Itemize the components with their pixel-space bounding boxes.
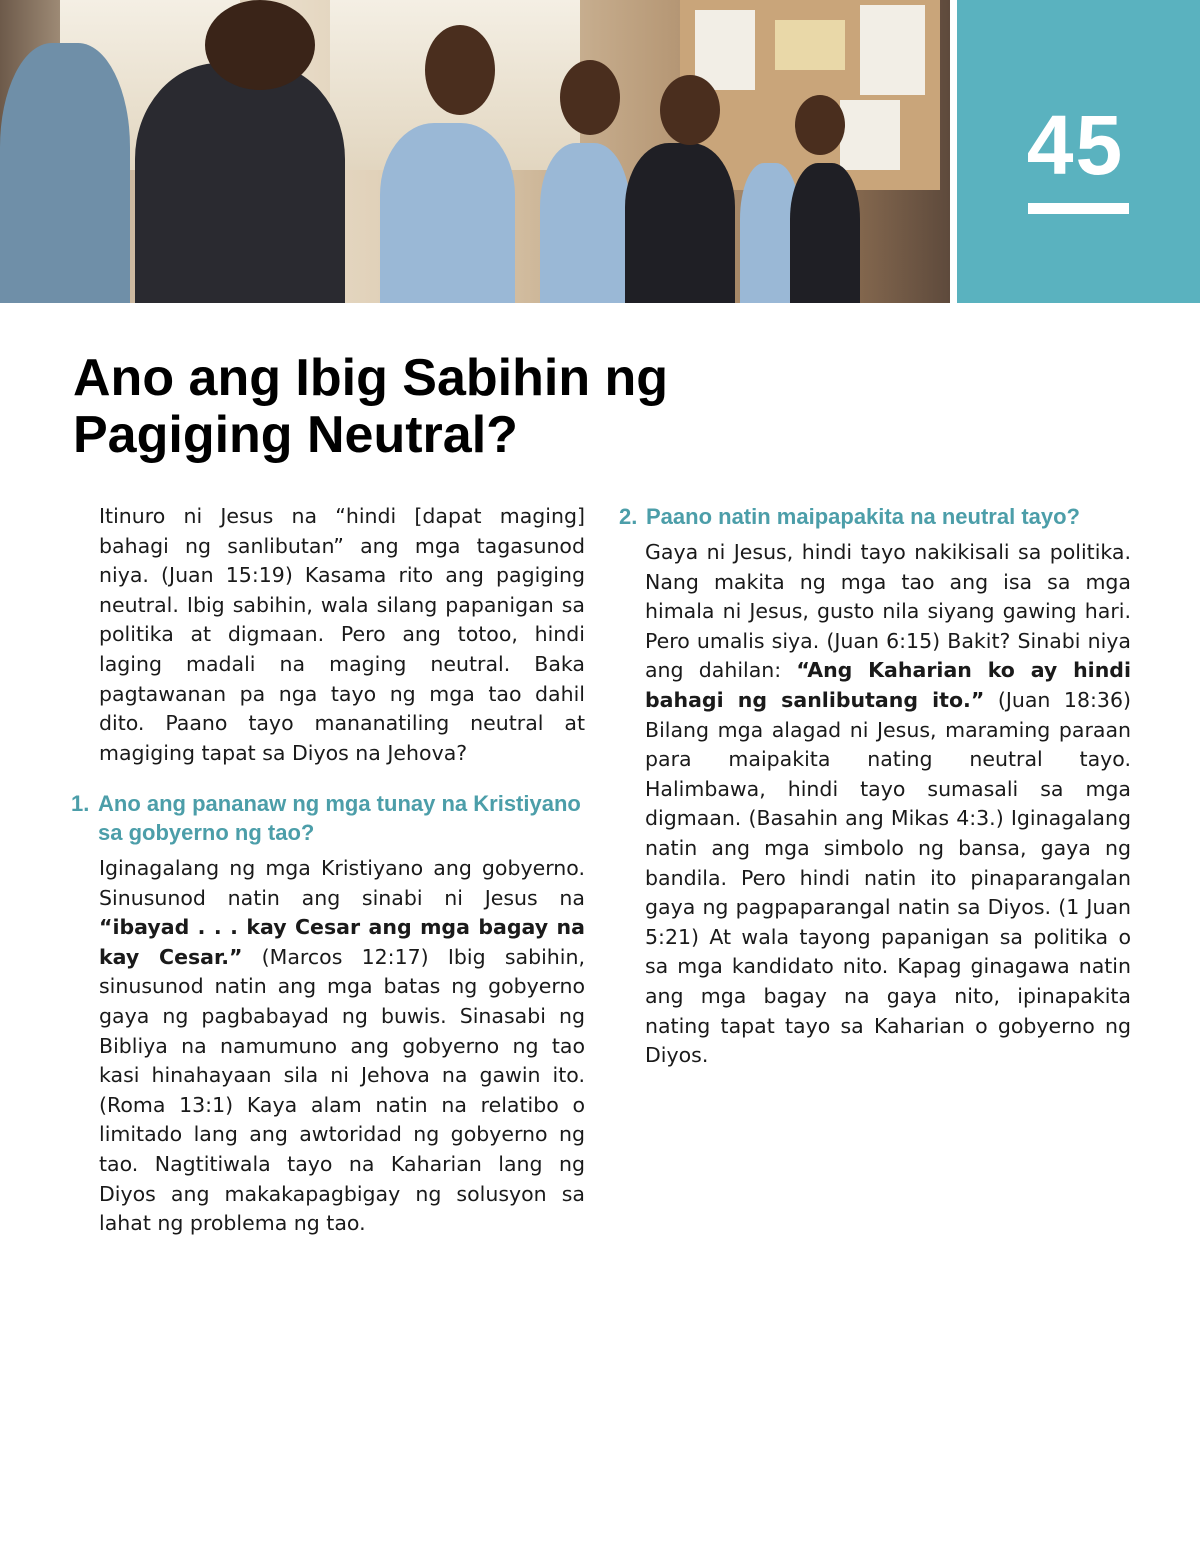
intro-text: Itinuro ni Jesus na “hindi [dapat maging] bahagi ng sanlibutan” ang mga tagasunod niya. (Juan 15:19) Kasama rito ang pagiging neutral. Ibig sabihin, wala silang papanigan sa politika at digmaan. Pero ang totoo, hindi laging madali na maging neutral. Baka pagtawanan pa nga tayo ng mga tao dahil dito. Paano tayo mananatiling neutral at magiging tapat sa Diyos na Jehova? bbox=[99, 504, 585, 765]
header-photo bbox=[0, 0, 950, 303]
body-text: Iginagalang ng mga Kristiyano ang gobyerno. Sinusunod natin ang sinabi ni Jesus na bbox=[99, 856, 585, 910]
question-number: 2. bbox=[619, 504, 638, 529]
section-2-question bbox=[619, 502, 1139, 531]
lesson-number-box bbox=[957, 0, 1200, 303]
question-text: Ano ang pananaw ng mga tunay na Kristiyano bbox=[98, 791, 581, 816]
section-1-question bbox=[71, 789, 591, 847]
body-text: (Marcos 12:17) Ibig sabihin, sinusunod natin ang mga batas ng gobyerno gaya ng pagbabayad ng buwis. Sinasabi ng Bibliya na namumuno ang gobyerno ng tao kasi hinahayaan sila ni Jehova na gawin ito. (Roma 13:1) Kaya alam natin na relatibo o limitado lang ang awtoridad ng gobyerno ng tao. Nagtitiwala tayo na Kaharian lang ng Diyos ang makakapagbigay ng solusyon sa lahat ng problema ng tao. bbox=[99, 944, 585, 1236]
scripture-quote: “ibayad . . . kay Cesar ang mga bagay na kay Cesar.” bbox=[99, 915, 585, 969]
question-text-line-2: sa gobyerno ng tao? bbox=[98, 820, 315, 845]
intro-paragraph bbox=[99, 502, 585, 768]
scripture-quote: “Ang Kaharian ko ay hindi bahagi ng sanlibutang ito.” bbox=[645, 658, 1131, 712]
section-1-body bbox=[99, 854, 585, 1239]
question-text: Paano natin maipapakita na neutral tayo? bbox=[646, 504, 1080, 529]
title-line-2: Pagiging Neutral? bbox=[73, 406, 518, 464]
lesson-number: 45 bbox=[1026, 98, 1125, 192]
body-text: (Juan 18:36) Bilang mga alagad ni Jesus, maraming paraan para maipakita nating neutral tayo. Halimbawa, hindi tayo sumasali sa mga digmaan. (Basahin ang Mikas 4:3.) Iginagalang natin ang mga simbolo ng bansa, gaya ng bandila. Pero hindi natin ito pinaparangalan gaya ng pagpaparangal natin sa Diyos. (1 Juan 5:21) At wala tayong papanigan sa politika o sa mga kandidato nito. Kapag ginagawa natin ang mga bagay na gaya nito, ipinapakita nating tapat tayo sa Kaharian o gobyerno ng Diyos. bbox=[645, 687, 1131, 1068]
body-text: Gaya ni Jesus, hindi tayo nakikisali sa politika. Nang makita ng mga tao ang isa sa mga himala ni Jesus, gusto nila siyang gawing hari. Pero umalis siya. (Juan 6:15) Bakit? Sinabi niya ang dahilan: bbox=[645, 540, 1131, 683]
lesson-number-underline bbox=[1028, 203, 1129, 214]
title-line-1: Ano ang Ibig Sabihin ng bbox=[73, 349, 669, 407]
page-title bbox=[73, 350, 773, 464]
section-2-body bbox=[645, 538, 1131, 1071]
question-number: 1. bbox=[71, 791, 90, 816]
